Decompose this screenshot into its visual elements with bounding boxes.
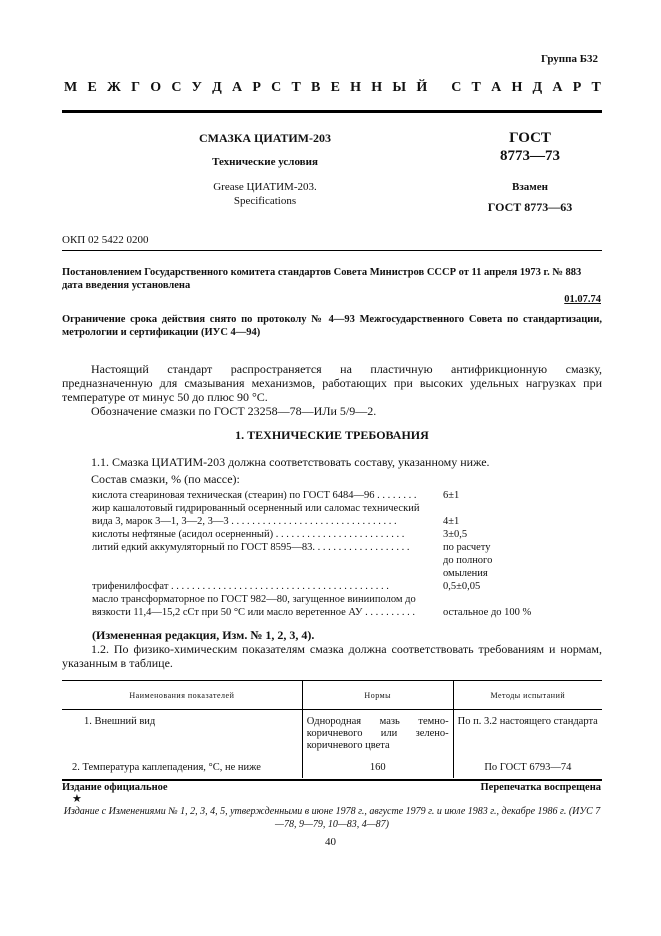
composition-name: вида 3, марок 3—1, 3—2, 3—3 . . . . . . . . . . . . . . . . . . . . . . . . . . . . . . . . [92,516,397,527]
english-title-line1: Grease ЦИАТИМ-203. [213,181,317,193]
composition-item [92,502,562,515]
banner-letter: С [451,80,462,95]
replaces-label: Взамен [512,181,548,193]
norm-cell: Однородная мазь темно-коричневого или зелено-коричневого цвета [302,710,453,757]
gost-designation [470,129,590,165]
banner-letter: С [271,80,282,95]
banner-letter: Т [291,80,301,95]
header-indicator: Наименования показателей [62,681,302,710]
star-icon: ★ [72,793,82,805]
composition-item [92,567,562,580]
interstate-standard-banner [64,80,601,96]
composition-value [443,593,562,606]
composition-value [443,502,562,515]
composition-item [92,489,562,502]
english-title [150,180,380,208]
banner-letter: Й [416,80,428,95]
okp-code: ОКП 02 5422 0200 [62,234,149,246]
banner-letter: Т [471,80,481,95]
banner-letter: Н [371,80,383,95]
header-rule [62,110,602,113]
composition-list [92,489,562,619]
replaces-number: ГОСТ 8773—63 [487,200,573,214]
edition-note: Издание с Изменениями № 1, 2, 3, 4, 5, утвержденными в июне 1978 г., августе 1979 г. и июле 1983 г., декабре 1986 г. (ИУС 7—78, 9—79, 10—83, 4—87) [63,806,601,830]
composition-value: до полного [443,555,493,566]
table-header-row [62,681,602,710]
indicator-cell: 1. Внешний вид [62,710,302,757]
reprint-prohibited: Перепечатка воспрещена [480,782,601,793]
banner-letter: Т [591,80,601,95]
composition-item [92,528,562,541]
okp-rule [62,250,602,251]
page-number: 40 [325,836,336,848]
banner-letter: О [150,80,162,95]
composition-name: трифенилфосфат . . . . . . . . . . . . . . . . . . . . . . . . . . . . . . . . . . . . . . . . . . [92,581,389,592]
banner-letter: Р [252,80,261,95]
amendment-note: (Измененная редакция, Изм. № 1, 2, 3, 4). [92,628,315,642]
composition-name: литий едкий аккумуляторный по ГОСТ 8595—83. . . . . . . . . . . . . . . . . . . [92,542,410,553]
banner-letter: Е [87,80,97,95]
header-norms: Нормы [302,681,453,710]
norms-table [62,680,602,778]
composition-item [92,554,562,567]
group-code: Группа Б32 [541,53,598,65]
table-row [62,710,602,757]
banner-letter: С [171,80,182,95]
composition-name: вязкости 11,4—15,2 сСт при 50 °С или масло веретенное АУ . . . . . . . . . . [92,607,415,618]
document-title: СМАЗКА ЦИАТИМ-203 [199,131,331,145]
official-edition: Издание официальное [62,782,168,793]
composition-value: 3±0,5 [443,529,468,540]
norm-cell: 160 [302,756,453,778]
banner-letter: Д [212,80,222,95]
banner-letter: Ы [392,80,407,95]
composition-value: по расчету [443,542,491,553]
banner-letter: Н [350,80,362,95]
banner-letter: А [491,80,502,95]
decree-text: Постановлением Государственного комитета стандартов Совета Министров СССР от 11 апреля 1973 г. № 883 дата введения установлена [62,267,582,291]
banner-letter: У [191,80,202,95]
banner-letter: А [232,80,243,95]
clause-1-1: 1.1. Смазка ЦИАТИМ-203 должна соответствовать составу, указанному ниже. [91,455,490,469]
banner-letter [437,80,441,96]
composition-item [92,515,562,528]
banner-letter: Е [330,80,340,95]
composition-item [92,580,562,593]
composition-value: 4±1 [443,516,460,527]
english-title-line2: Specifications [233,195,297,207]
banner-letter: В [311,80,321,95]
indicator-cell: 2. Температура каплепадения, °С, не ниже [62,756,302,778]
composition-label: Состав смазки, % (по массе): [91,472,240,486]
composition-name: масло трансформаторное по ГОСТ 982—80, загущенное винииполом до [92,594,416,605]
banner-letter: М [64,80,78,95]
method-cell: По п. 3.2 настоящего стандарта [457,716,598,727]
section-heading: 1. ТЕХНИЧЕСКИЕ ТРЕБОВАНИЯ [235,428,429,442]
banner-letter: Р [572,80,582,95]
composition-name: жир кашалотовый гидрированный осерненный или саломас технический [92,503,420,514]
clause-1-2: 1.2. По физико-химическим показателям смазка должна соответствовать требованиям и нормам, указанным в таблице. [62,642,602,670]
composition-name [92,554,443,567]
composition-item [92,541,562,554]
gost-number: 8773—73 [500,148,560,164]
composition-name [92,567,443,580]
gost-label: ГОСТ [509,130,551,146]
method-cell: По ГОСТ 6793—74 [484,762,572,773]
limitation-note: Ограничение срока действия снято по протоколу № 4—93 Межгосударственного Совета по стандартизации, метрологии и сертификации (ИУС 4—94) [62,314,602,338]
footer-rule [62,779,602,781]
table-row [62,756,602,778]
banner-letter: Д [532,80,543,95]
composition-item [92,606,562,619]
composition-value: 0,5±0,05 [443,581,481,592]
intro-paragraph: Настоящий стандарт распространяется на пластичную антифрикционную смазку, предназначенную для смазывания механизмов, работающих при высоких удельных нагрузках при температуре от минус 50 до плюс 90 °С. [62,362,602,404]
composition-value: остальное до 100 % [443,607,532,618]
effective-date: 01.07.74 [564,294,601,305]
composition-value: омыления [443,568,488,579]
banner-letter: Г [131,80,140,95]
document-subtitle: Технические условия [212,156,318,168]
header-methods: Методы испытаний [453,681,602,710]
banner-letter: Н [511,80,523,95]
banner-letter: Ж [107,80,121,95]
banner-letter: А [552,80,563,95]
composition-value: 6±1 [443,490,460,501]
designation-paragraph: Обозначение смазки по ГОСТ 23258—78—ИЛи 5/9—2. [91,404,377,418]
composition-name: кислота стеариновая техническая (стеарин) по ГОСТ 6484—96 . . . . . . . . [92,490,417,501]
composition-name: кислоты нефтяные (асидол осерненный) . . . . . . . . . . . . . . . . . . . . . . . . . [92,529,405,540]
composition-item [92,593,562,606]
